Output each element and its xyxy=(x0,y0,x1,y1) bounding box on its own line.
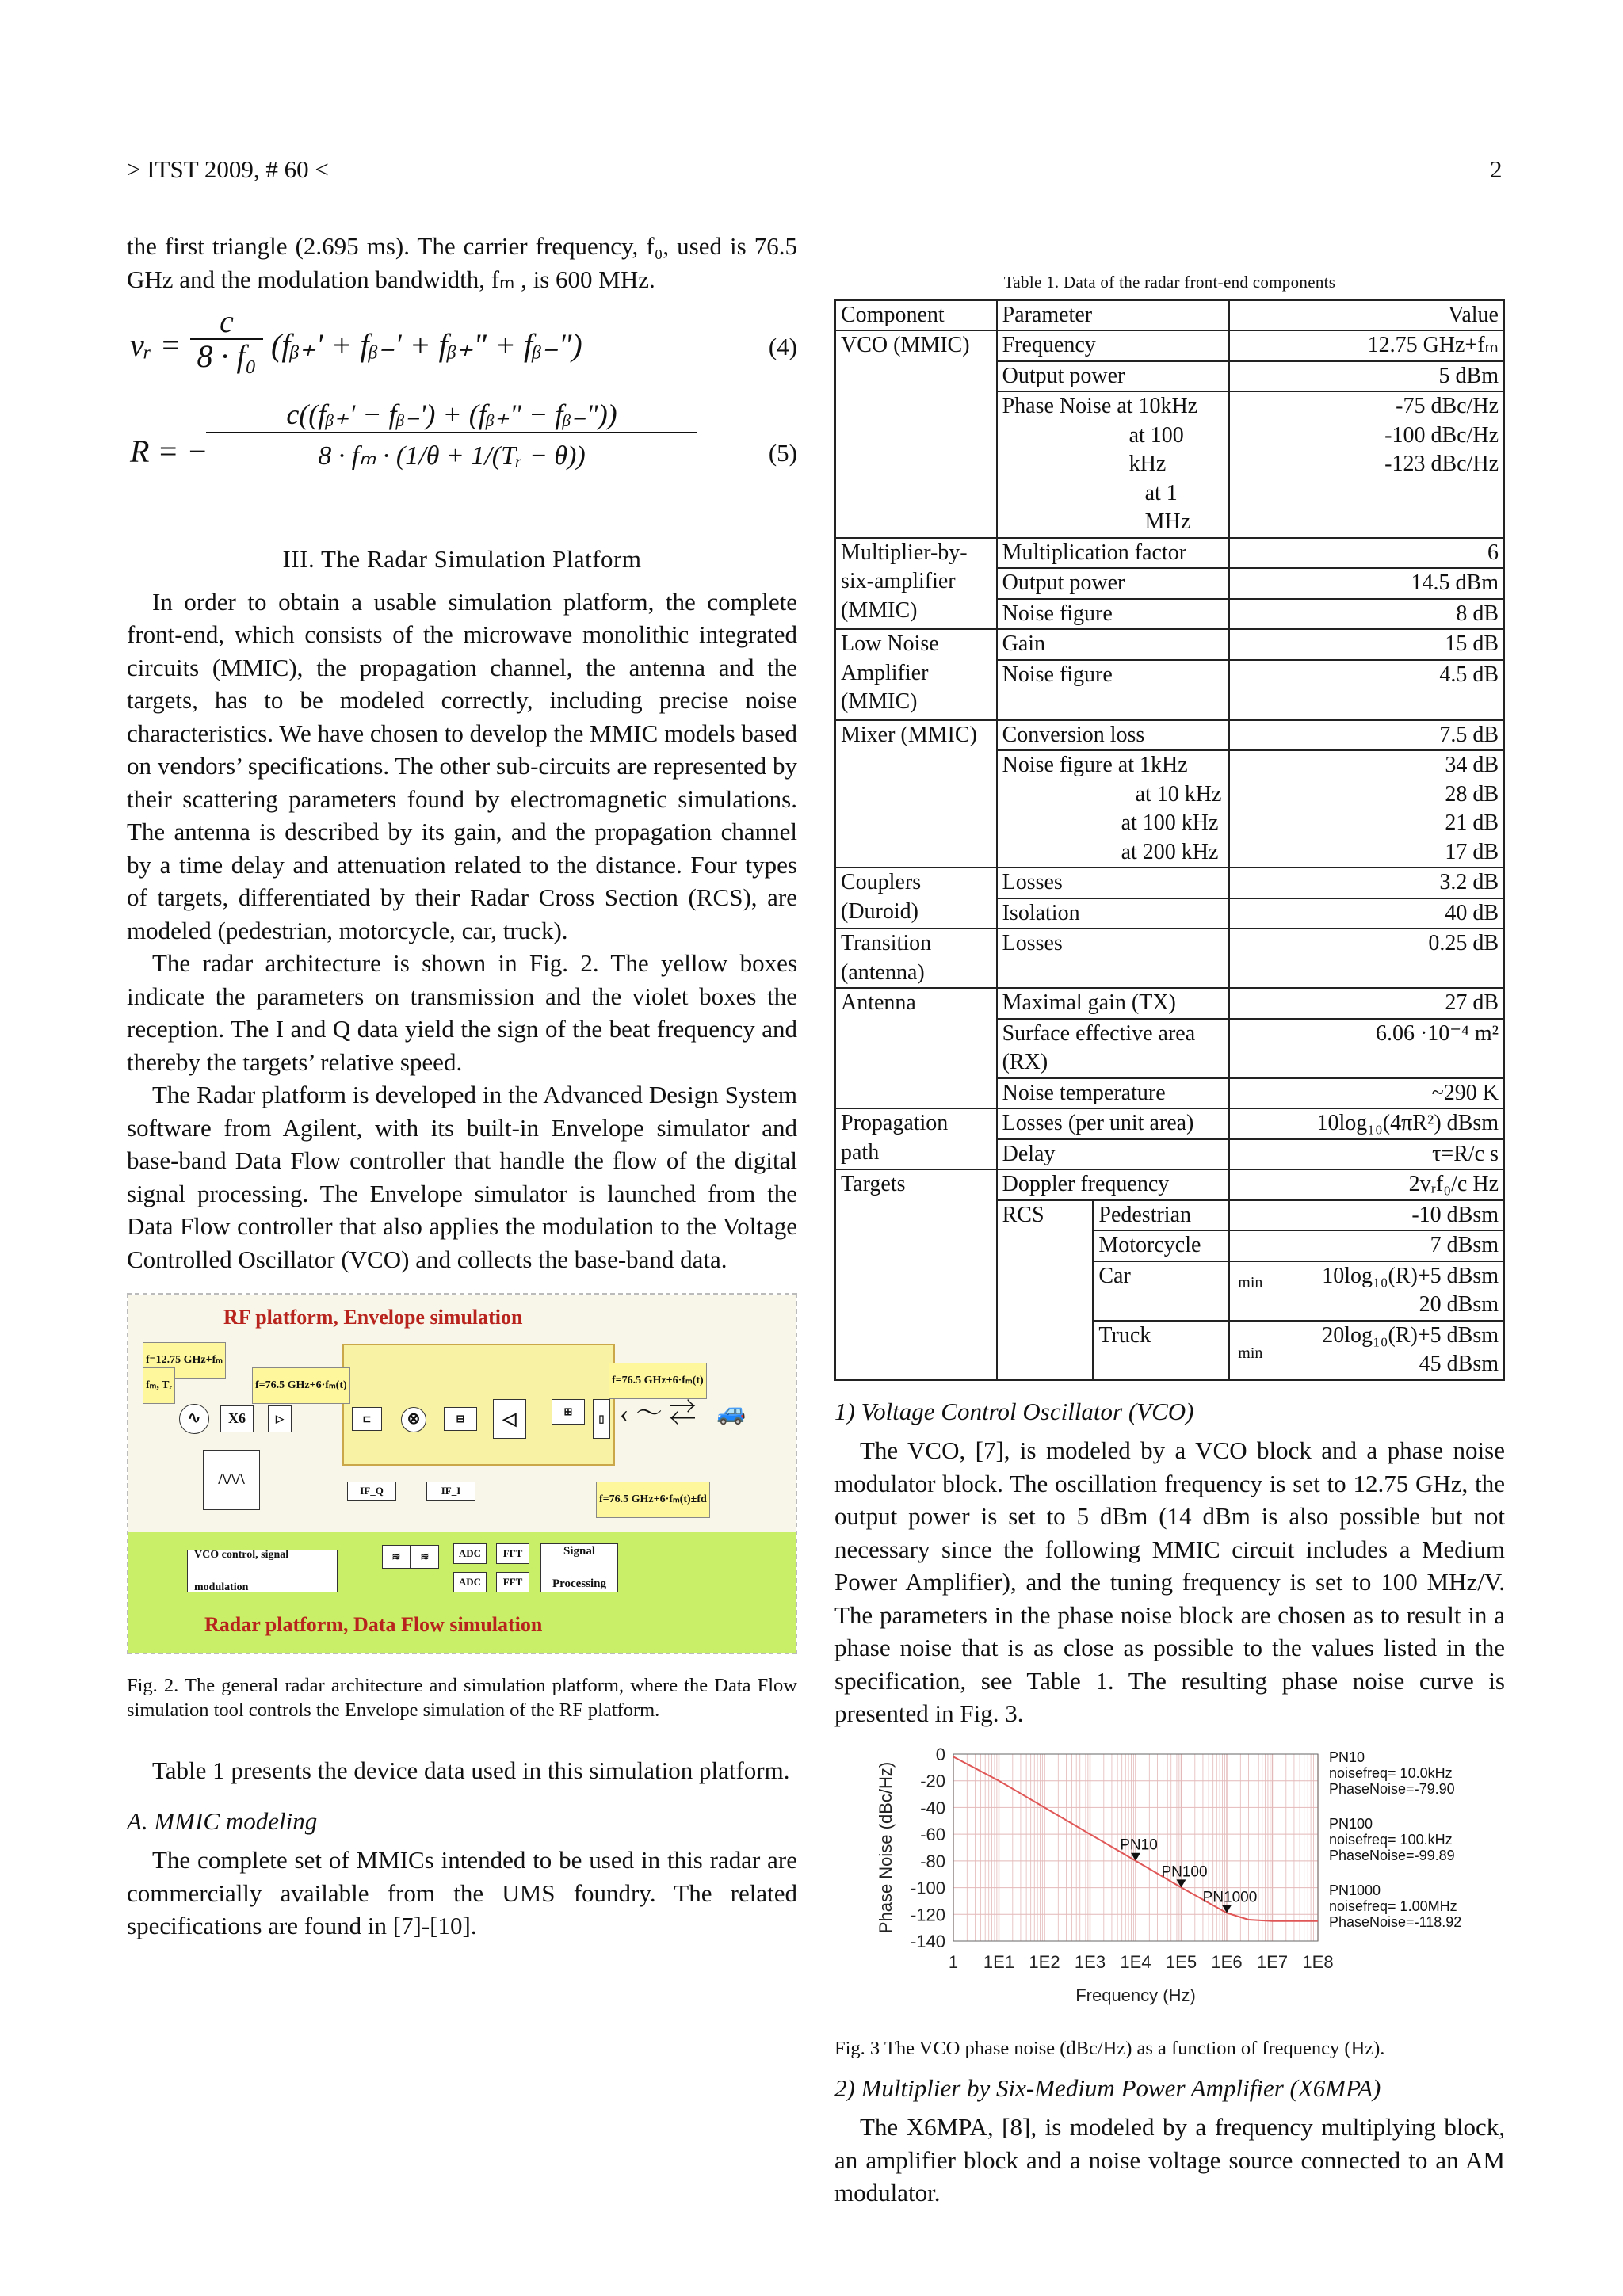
eq4-lhs: vᵣ = xyxy=(130,327,181,363)
table-cell: Gain xyxy=(997,629,1230,660)
figure-2-caption: Fig. 2. The general radar architecture and simulation platform, where the Data Flow simulation tool controls the Envelope simulation of the RF platform. xyxy=(127,1675,797,1721)
page-number: 2 xyxy=(1490,155,1503,183)
modulation-label: fₘ, Tᵣ xyxy=(143,1367,175,1404)
y-tick-label: -40 xyxy=(920,1797,945,1817)
signal-processing-block: Signal Processing xyxy=(540,1543,618,1592)
antenna-beam-icon: ‹ 〜 ⇄ xyxy=(620,1399,697,1428)
table-cell: Mixer (MMIC) xyxy=(835,720,997,868)
paragraph: The VCO, [7], is modeled by a VCO block and a phase noise modulator block. The oscillation frequency is set to 12.75 GHz, the output power is set to 5 dBm (14 dBm is also possible but not necessary since the following MMIC circuit includes a Medium Power Amplifier), and the tuning frequency is set to 100 MHz/V. The parameters in the phase noise block are chosen as to result in a phase noise that is as close as possible to the values listed in the specification, see Table 1. The resulting phase noise curve is presented in Fig. 3. xyxy=(834,1436,1505,1727)
marker-readout-value: PhaseNoise=-118.92 xyxy=(1329,1913,1462,1930)
cell-line: -75 dBc/Hz xyxy=(1396,394,1499,418)
marker-label: PN100 xyxy=(1161,1863,1208,1880)
table-cell: Propagation path xyxy=(835,1108,997,1169)
eq4-terms: (fᵦ₊' + fᵦ₋' + fᵦ₊" + fᵦ₋") xyxy=(271,327,582,363)
table-cell: 40 dB xyxy=(1229,898,1504,929)
y-tick-label: -20 xyxy=(920,1771,945,1791)
table-cell: Output power xyxy=(997,361,1230,392)
table-cell: Losses xyxy=(997,868,1230,898)
table-cell: 7 dBsm xyxy=(1229,1230,1504,1261)
phase-noise-chart-svg xyxy=(834,1743,1505,2036)
cell-line: 17 dB xyxy=(1445,839,1499,864)
table-cell: VCO (MMIC) xyxy=(835,330,997,538)
cell-line: 21 dB xyxy=(1445,810,1499,835)
rf-platform-title: RF platform, Envelope simulation xyxy=(223,1306,523,1329)
table-cell: 8 dB xyxy=(1229,599,1504,630)
paragraph: In order to obtain a usable simulation platform, the complete front-end, which consists of the microwave monolithic integrated circuits (MMIC), the propagation channel, the antenna and the targets, has to be modeled correctly, including precise noise characteristics. We have chosen to develop the MMIC models based on vendors’ specifications. The other sub-circuits are represented by their scattering parameters found by electromagnetic simulations. The antenna is described by its gain, and the propagation channel by a time delay and attenuation related to the distance. Four types of targets, differentiated by their Radar Cross Section (RCS), are modeled (pedestrian, motorcycle, car, truck). xyxy=(127,587,797,944)
paragraph: the first triangle (2.695 ms). The carrier frequency, f₀, used is 76.5 GHz and the modulation bandwidth, fₘ , is 600 MHz. xyxy=(127,232,797,293)
table-cell xyxy=(1229,1261,1504,1321)
right-column xyxy=(834,0,1505,2210)
x-tick-label: 1E7 xyxy=(1256,1951,1289,1972)
eq5-fraction xyxy=(206,399,697,472)
table-cell: Low Noise Amplifier (MMIC) xyxy=(835,629,997,720)
table-row xyxy=(835,1169,1504,1200)
table-cell: ~290 K xyxy=(1229,1078,1504,1109)
y-tick-label: -80 xyxy=(920,1851,945,1871)
cell-line: at 10 kHz xyxy=(1135,781,1222,807)
table-cell: τ=R/c s xyxy=(1229,1139,1504,1170)
components-table xyxy=(834,299,1505,1381)
y-tick-label: -60 xyxy=(920,1824,945,1844)
table-row xyxy=(835,720,1504,751)
table-cell: Antenna xyxy=(835,988,997,1108)
cell-line: Phase Noise at 10kHz xyxy=(1002,394,1198,418)
y-axis-label: Phase Noise (dBc/Hz) xyxy=(876,1761,896,1933)
cell-line: -123 dBc/Hz xyxy=(1384,452,1499,476)
marker-readout-value: PhaseNoise=-99.89 xyxy=(1329,1847,1455,1863)
table-cell: 12.75 GHz+fₘ xyxy=(1229,330,1504,361)
adc-block: ADC xyxy=(453,1543,487,1564)
table-cell xyxy=(1229,391,1504,538)
filter-icon: ≋ xyxy=(411,1545,439,1569)
x-tick-label: 1E2 xyxy=(1029,1951,1060,1972)
filter-icon: ≋ xyxy=(382,1545,411,1569)
table-cell: Couplers (Duroid) xyxy=(835,868,997,929)
table-cell: 6.06 ·10⁻⁴ m² xyxy=(1229,1019,1504,1078)
marker-readout-freq: noisefreq= 100.kHz xyxy=(1329,1831,1453,1848)
eq4-numerator: c xyxy=(220,303,234,339)
table-cell: Transition (antenna) xyxy=(835,929,997,988)
fft-block: FFT xyxy=(496,1543,529,1564)
cell-line: 34 dB xyxy=(1445,753,1499,777)
table-cell: Conversion loss xyxy=(997,720,1230,751)
table-row xyxy=(835,1108,1504,1139)
table-cell xyxy=(1229,1321,1504,1380)
table-cell: Noise figure xyxy=(997,599,1230,630)
transition-icon: ⊞ xyxy=(552,1399,585,1425)
equation-5 xyxy=(127,392,797,511)
paragraph: The complete set of MMICs intended to be used in this radar are commercially available from the UMS foundry. The related specifications are found in [7]-[10]. xyxy=(127,1846,797,1939)
table-cell: Multiplication factor xyxy=(997,538,1230,569)
min-label: min xyxy=(1238,1344,1263,1362)
adc-block: ADC xyxy=(453,1572,487,1592)
table-cell: Pedestrian xyxy=(1093,1200,1229,1231)
table-row xyxy=(835,538,1504,569)
dataflow-platform-title: Radar platform, Data Flow simulation xyxy=(204,1613,543,1636)
cell-line: 20 dBsm xyxy=(1419,1292,1499,1317)
table-cell: Losses (per unit area) xyxy=(997,1108,1230,1139)
y-tick-label: -140 xyxy=(910,1931,945,1951)
cell-line: at 200 kHz xyxy=(1121,839,1219,864)
marker-readout-name: PN10 xyxy=(1329,1749,1365,1765)
vco-control-block: VCO control, signal modulation xyxy=(187,1550,338,1592)
table-cell: Maximal gain (TX) xyxy=(997,988,1230,1019)
y-tick-label: 0 xyxy=(935,1744,945,1764)
table-cell: Surface effective area (RX) xyxy=(997,1019,1230,1078)
cell-line: 45 dBsm xyxy=(1419,1352,1499,1376)
table-cell: Car xyxy=(1093,1261,1229,1321)
table-cell: Multiplier-by-six-amplifier (MMIC) xyxy=(835,538,997,630)
table-row xyxy=(835,330,1504,361)
figure-3-caption: Fig. 3 The VCO phase noise (dBc/Hz) as a function of frequency (Hz). xyxy=(834,2037,1385,2059)
subsection-heading: 1) Voltage Control Oscillator (VCO) xyxy=(834,1397,1194,1425)
x-tick-label: 1E4 xyxy=(1120,1951,1151,1972)
marker-readout-value: PhaseNoise=-79.90 xyxy=(1329,1780,1455,1797)
table-cell: 14.5 dBm xyxy=(1229,568,1504,599)
paragraph: The X6MPA, [8], is modeled by a frequency multiplying block, an amplifier block and a noise voltage source connected to an AM modulator. xyxy=(834,2113,1505,2206)
y-tick-label: -100 xyxy=(910,1878,945,1898)
x-tick-label: 1E1 xyxy=(983,1951,1015,1972)
table-cell: RCS xyxy=(997,1200,1094,1380)
if-i-label: IF_I xyxy=(426,1482,475,1501)
table-cell: 15 dB xyxy=(1229,629,1504,660)
min-label: min xyxy=(1238,1273,1263,1291)
antenna-icon: ▯ xyxy=(593,1399,610,1439)
car-target-icon: 🚙 xyxy=(716,1399,747,1425)
table-cell: Motorcycle xyxy=(1093,1230,1229,1261)
table-cell: Truck xyxy=(1093,1321,1229,1380)
subsection-heading: A. MMIC modeling xyxy=(127,1806,318,1835)
phase-noise-chart xyxy=(834,1743,1505,2036)
left-column xyxy=(127,230,797,1943)
table-cell: 7.5 dB xyxy=(1229,720,1504,751)
table-caption: Table 1. Data of the radar front-end components xyxy=(1003,273,1336,292)
cell-line: 28 dB xyxy=(1445,781,1499,807)
table-cell: -10 dBsm xyxy=(1229,1200,1504,1231)
equation-4 xyxy=(127,300,797,392)
table-cell: Noise temperature xyxy=(997,1078,1230,1109)
table-cell: Doppler frequency xyxy=(997,1169,1230,1200)
freq-label: f=76.5 GHz+6·fₘ(t) xyxy=(609,1363,707,1399)
table-cell: 5 dBm xyxy=(1229,361,1504,392)
subsection-heading: 2) Multiplier by Six-Medium Power Amplifier (X6MPA) xyxy=(834,2073,1381,2102)
table-cell: 10log₁₀(4πR²) dBsm xyxy=(1229,1108,1504,1139)
section-heading: III. The Radar Simulation Platform xyxy=(282,545,642,573)
coupler-icon: ⊏ xyxy=(352,1407,382,1431)
marker-label: PN10 xyxy=(1120,1836,1158,1854)
table-cell: 4.5 dB xyxy=(1229,660,1504,720)
table-cell xyxy=(997,391,1230,538)
cell-line: 20log₁₀(R)+5 dBsm xyxy=(1322,1322,1499,1348)
eq5-lhs: R = − xyxy=(130,433,208,469)
table-cell: Isolation xyxy=(997,898,1230,929)
multiplier-x6-block: X6 xyxy=(220,1405,254,1432)
table-row xyxy=(835,929,1504,988)
marker-label: PN1000 xyxy=(1202,1888,1258,1905)
table-cell: Delay xyxy=(997,1139,1230,1170)
lna-icon: ◁ xyxy=(493,1399,526,1439)
table-cell: 2vᵣf₀/c Hz xyxy=(1229,1169,1504,1200)
cell-line: at 100 kHz xyxy=(1128,422,1184,476)
table-header-row xyxy=(835,300,1504,331)
freq-label: f=76.5 GHz+6·fₘ(t) xyxy=(252,1367,350,1404)
eq5-number: (5) xyxy=(768,439,797,467)
table-row xyxy=(835,629,1504,660)
cell-line: -100 dBc/Hz xyxy=(1384,422,1499,448)
table-header-cell: Component xyxy=(835,300,997,331)
eq4-fraction xyxy=(190,305,263,372)
table-cell: Losses xyxy=(997,929,1230,988)
x-tick-label: 1E8 xyxy=(1302,1951,1334,1972)
table-cell: Frequency xyxy=(997,330,1230,361)
marker-readout-freq: noisefreq= 1.00MHz xyxy=(1329,1897,1457,1914)
cell-line: at 1 MHz xyxy=(1144,480,1191,534)
x-tick-label: 1E5 xyxy=(1165,1951,1197,1972)
cell-line: at 100 kHz xyxy=(1121,810,1219,835)
cell-line: Noise figure at 1kHz xyxy=(1002,753,1188,777)
oscillator-icon: ∿ xyxy=(179,1404,209,1434)
table-cell: 0.25 dB xyxy=(1229,929,1504,988)
table-cell: 27 dB xyxy=(1229,988,1504,1019)
coupler-icon: ⊟ xyxy=(444,1407,477,1431)
modulation-waveform-icon: /\/\/\ xyxy=(203,1450,260,1510)
paragraph: The radar architecture is shown in Fig. 2. The yellow boxes indicate the parameters on transmission and the violet boxes the reception. The I and Q data yield the sign of the beat frequency and thereby the targets’ relative speed. xyxy=(127,949,797,1076)
freq-label: f=12.75 GHz+fₘ xyxy=(143,1342,226,1379)
eq5-denominator: 8 · fₘ · (1/θ + 1/(Tᵣ − θ)) xyxy=(318,441,586,471)
table-cell: 6 xyxy=(1229,538,1504,569)
fft-block: FFT xyxy=(496,1572,529,1592)
table-cell: Targets xyxy=(835,1169,997,1380)
y-tick-label: -120 xyxy=(910,1904,945,1924)
table-row xyxy=(835,988,1504,1019)
eq4-number: (4) xyxy=(768,333,797,360)
table-header-cell: Parameter xyxy=(997,300,1230,331)
mixer-icon: ⊗ xyxy=(401,1407,426,1432)
paragraph: Table 1 presents the device data used in this simulation platform. xyxy=(152,1756,790,1784)
x-tick-label: 1E6 xyxy=(1211,1951,1243,1972)
table-cell xyxy=(1229,750,1504,868)
table-header-cell: Value xyxy=(1229,300,1504,331)
marker-readout-name: PN100 xyxy=(1329,1815,1373,1832)
running-header: > ITST 2009, # 60 < xyxy=(127,155,329,183)
if-q-label: IF_Q xyxy=(347,1482,396,1501)
table-cell: Output power xyxy=(997,568,1230,599)
figure-2 xyxy=(127,1293,797,1654)
table-cell xyxy=(997,750,1230,868)
table-row xyxy=(835,868,1504,898)
x-tick-label: 1E3 xyxy=(1074,1951,1106,1972)
marker-readout-freq: noisefreq= 10.0kHz xyxy=(1329,1764,1453,1781)
freq-label: f=76.5 GHz+6·fₘ(t)±fd xyxy=(596,1482,710,1518)
paragraph: The Radar platform is developed in the Advanced Design System software from Agilent, with its built-in Envelope simulator and base-band Data Flow controller that handle the flow of the digital signal processing. The Envelope simulator is launched from the Data Flow controller that also applies the modulation to the Voltage Controlled Oscillator (VCO) and collects the base-band data. xyxy=(127,1081,797,1273)
amplifier-icon: ▷ xyxy=(268,1405,292,1432)
x-tick-label: 1 xyxy=(948,1951,959,1972)
marker-readout-name: PN1000 xyxy=(1329,1882,1381,1898)
eq4-denominator: 8 · f₀ xyxy=(197,338,257,374)
cell-line: 10log₁₀(R)+5 dBsm xyxy=(1322,1263,1499,1288)
eq5-numerator: c((fᵦ₊' − fᵦ₋') + (fᵦ₊" − fᵦ₋")) xyxy=(286,399,617,430)
table-cell: Noise figure xyxy=(997,660,1230,720)
table-cell: 3.2 dB xyxy=(1229,868,1504,898)
x-axis-label: Frequency (Hz) xyxy=(1075,1985,1196,2005)
